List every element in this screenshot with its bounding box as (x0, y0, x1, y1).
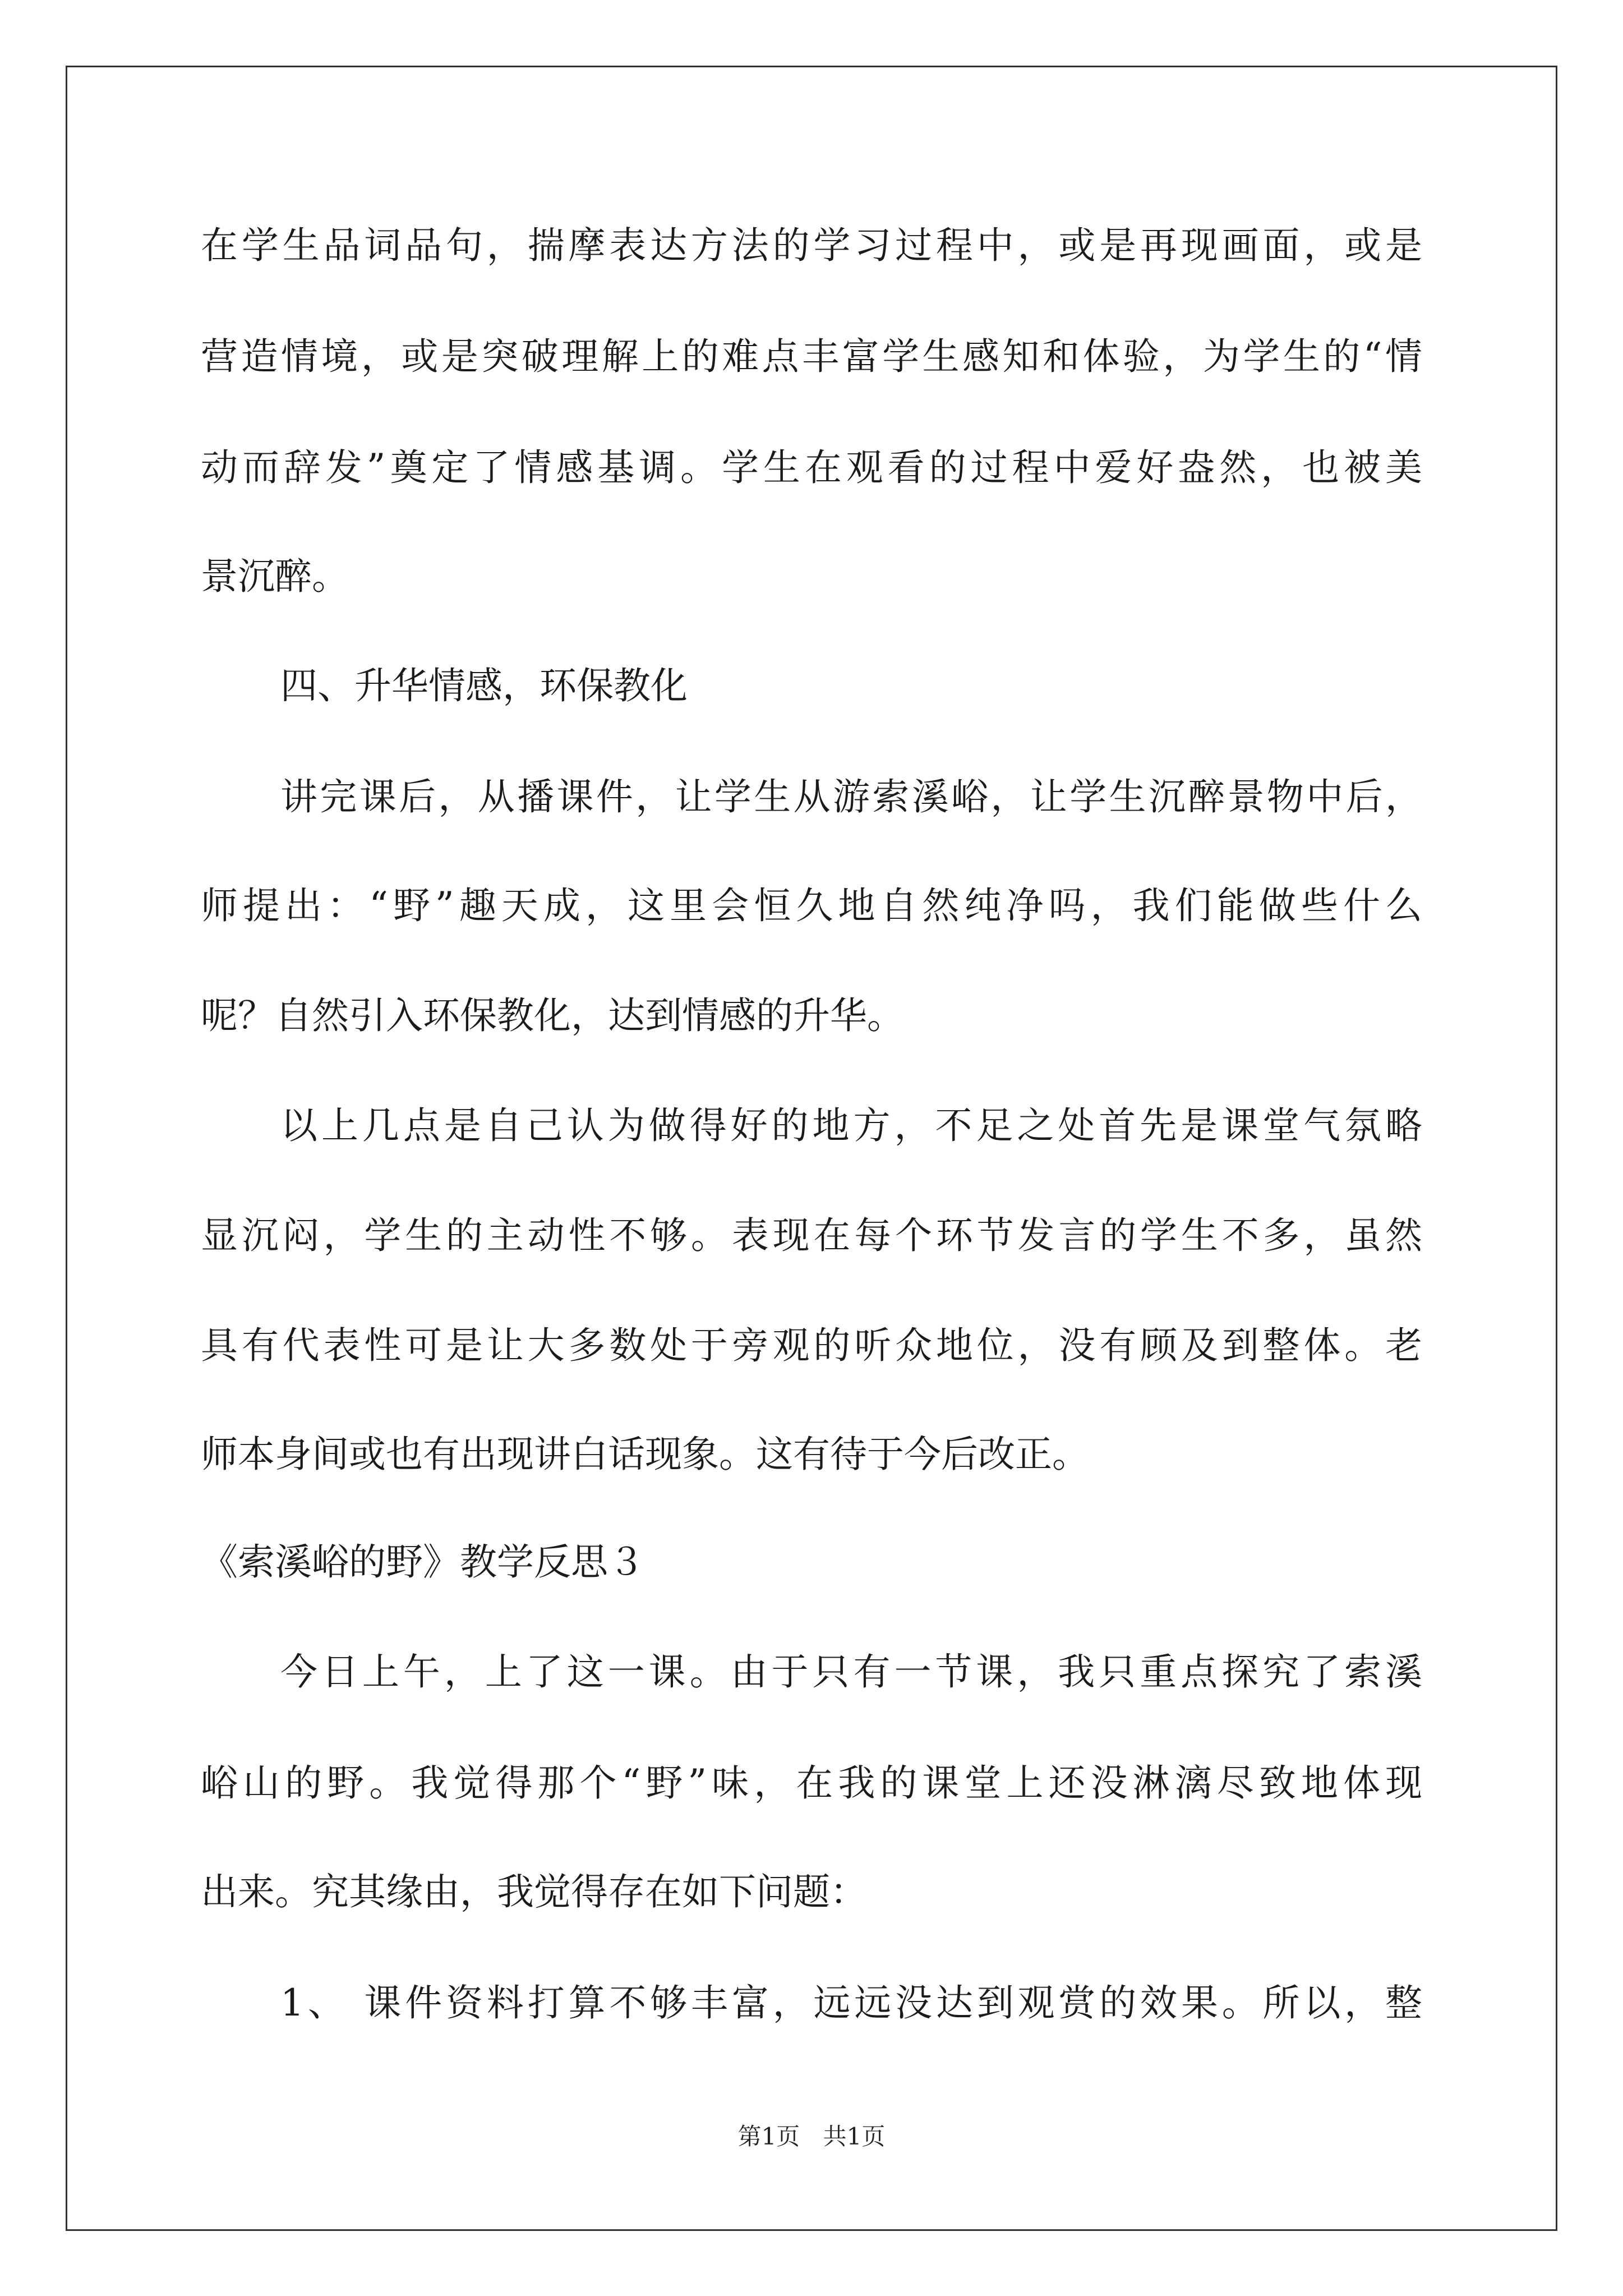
body-line-12: 师本身间或也有出现讲白话现象。这有待于今后改正。 (201, 1433, 1089, 1476)
body-line-10: 显沉闷，学生的主动性不够。表现在每个环节发言的学生不多，虽然 (201, 1214, 1422, 1257)
page-number-current: 第1页 (737, 2123, 800, 2150)
page-footer (0, 2125, 1623, 2148)
article-title: 《索溪峪的野》教学反思３ (201, 1540, 645, 1584)
body-line-17: 1、 课件资料打算不够丰富，远远没达到观赏的效果。所以，整 (280, 1981, 1422, 2024)
body-line-15: 峪山的野。我觉得那个“野”味，在我的课堂上还没淋漓尽致地体现 (201, 1761, 1422, 1805)
body-line-11: 具有代表性可是让大多数处于旁观的听众地位，没有顾及到整体。老 (201, 1324, 1422, 1367)
page-number-total: 共1页 (823, 2123, 886, 2150)
body-line-1: 在学生品词品句，揣摩表达方法的学习过程中，或是再现画面，或是 (201, 224, 1422, 267)
body-line-7: 师提出：“野”趣天成，这里会恒久地自然纯净吗，我们能做些什么 (201, 884, 1422, 927)
body-line-14: 今日上午，上了这一课。由于只有一节课，我只重点探究了索溪 (280, 1650, 1422, 1694)
body-line-3: 动而辞发”奠定了情感基调。学生在观看的过程中爱好盎然，也被美 (201, 446, 1422, 489)
body-line-9: 以上几点是自己认为做得好的地方，不足之处首先是课堂气氛略 (280, 1104, 1422, 1147)
body-line-6: 讲完课后，从播课件，让学生从游索溪峪，让学生沉醉景物中后， (280, 775, 1422, 818)
section-heading-four: 四、升华情感，环保教化 (280, 664, 688, 707)
body-line-2: 营造情境，或是突破理解上的难点丰富学生感知和体验，为学生的“情 (201, 335, 1422, 378)
body-line-4: 景沉醉。 (201, 555, 349, 598)
body-line-8: 呢？自然引入环保教化，达到情感的升华。 (201, 994, 904, 1037)
body-line-16: 出来。究其缘由，我觉得存在如下问题： (201, 1870, 867, 1913)
